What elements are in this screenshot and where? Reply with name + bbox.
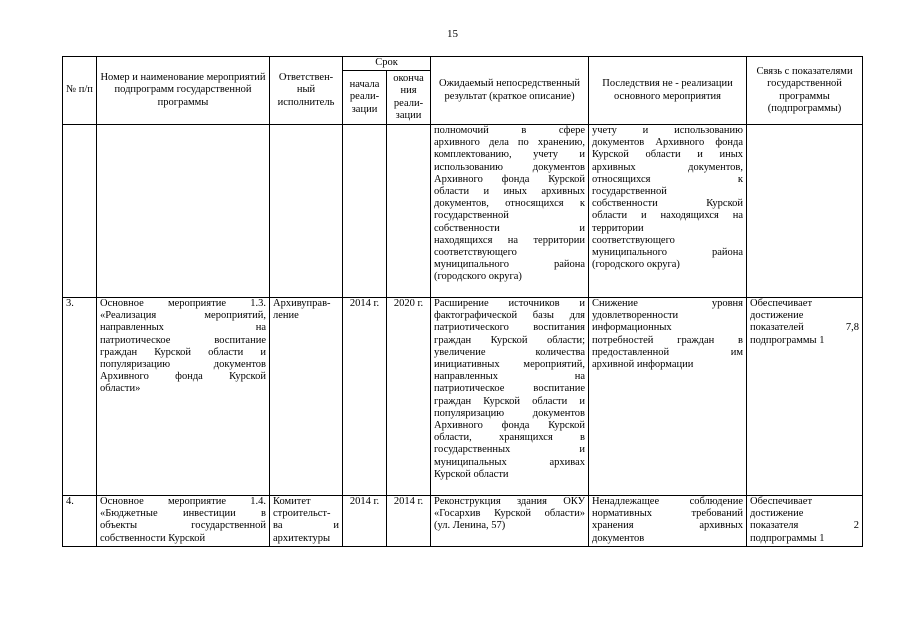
- activity-name: [97, 496, 270, 547]
- indicator-link: [747, 298, 863, 496]
- expected-result-line: полномочий в сфере: [434, 125, 586, 136]
- header-link: Связь с показателями государственной программы (подпрограммы): [747, 57, 863, 125]
- expected-result: [431, 298, 589, 496]
- non-implementation-consequences-line: учету и использованию: [592, 125, 744, 136]
- non-implementation-consequences-line: области и находящихся на: [592, 210, 744, 222]
- non-implementation-consequences-line: хранения архивных: [592, 520, 744, 532]
- row-number: [63, 125, 97, 298]
- non-implementation-consequences-line: архивной информации: [592, 359, 694, 371]
- responsible-executor: [270, 125, 343, 298]
- expected-result-line: архивного дела по хранению,: [434, 137, 586, 149]
- activity-name: [97, 298, 270, 496]
- header-consequences: Последствия не - реализации основного мероприятия: [589, 57, 747, 125]
- non-implementation-consequences: [589, 496, 747, 547]
- non-implementation-consequences: [589, 298, 747, 496]
- non-implementation-consequences-line: удовлетворенности: [592, 310, 679, 322]
- non-implementation-consequences-line: Курской области и иных: [592, 149, 744, 161]
- responsible-executor-line: архитектуры: [273, 532, 330, 544]
- non-implementation-consequences-line: территории: [592, 222, 644, 234]
- expected-result-line: муниципального района: [434, 259, 586, 271]
- expected-result-line: «Госархив Курской области»: [434, 508, 586, 520]
- end-year: 2014 г.: [387, 496, 431, 547]
- header-term-end: оконча ния реали-зации: [387, 71, 431, 125]
- non-implementation-consequences-line: Снижение уровня: [592, 298, 744, 309]
- expected-result-line: находящихся на территории: [434, 234, 586, 246]
- indicator-link-line: показателя 2: [750, 520, 860, 532]
- expected-result-line: Архивного фонда Курской: [434, 420, 586, 432]
- table-row: [63, 125, 863, 298]
- expected-result-line: использованию документов: [434, 161, 586, 173]
- expected-result-line: государственной: [434, 210, 509, 222]
- indicator-link-line: Обеспечивает: [750, 496, 813, 507]
- non-implementation-consequences-line: государственной: [592, 186, 667, 198]
- activity-name-line: «Бюджетные инвестиции в: [100, 508, 266, 520]
- non-implementation-consequences-line: собственности Курской: [592, 198, 744, 210]
- activity-name-line: граждан Курской области и: [100, 346, 266, 358]
- end-year: [387, 125, 431, 298]
- activity-name-line: объекты государственной: [100, 520, 266, 532]
- expected-result-line: Реконструкция здания ОКУ: [434, 496, 586, 507]
- non-implementation-consequences-line: соответствующего: [592, 234, 675, 246]
- activity-name-line: «Реализация мероприятий,: [100, 310, 266, 322]
- expected-result-line: граждан Курской области и: [434, 395, 586, 407]
- header-term: Срок: [343, 57, 431, 71]
- indicator-link-line: показателей 7,8: [750, 322, 860, 334]
- activity-name-line: Основное мероприятие 1.4.: [100, 496, 266, 507]
- activity-name-line: направленных на: [100, 322, 266, 334]
- responsible-executor-line: ление: [273, 310, 299, 322]
- non-implementation-consequences-line: архивных документов,: [592, 161, 744, 173]
- non-implementation-consequences-line: нормативных требований: [592, 508, 744, 520]
- non-implementation-consequences: [589, 125, 747, 298]
- expected-result-line: (городского округа): [434, 271, 522, 283]
- expected-result-line: патриотическое воспитание: [434, 383, 586, 395]
- header-term-start: начала реали-зации: [343, 71, 387, 125]
- expected-result-line: области и иных архивных: [434, 186, 586, 198]
- header-num: № п/п: [63, 57, 97, 125]
- non-implementation-consequences-line: потребностей граждан в: [592, 334, 744, 346]
- responsible-executor-line: Архивуправ-: [273, 298, 331, 309]
- expected-result-line: популяризацию документов: [434, 407, 586, 419]
- indicator-link-line: подпрограммы 1: [750, 532, 825, 544]
- indicator-link-line: подпрограммы 1: [750, 334, 825, 346]
- responsible-executor: [270, 496, 343, 547]
- activity-name: [97, 125, 270, 298]
- indicator-link: [747, 496, 863, 547]
- row-number: 4.: [63, 496, 97, 547]
- expected-result-line: Архивного фонда Курской: [434, 173, 586, 185]
- activity-name-line: собственности Курской: [100, 532, 206, 544]
- expected-result: [431, 125, 589, 298]
- expected-result-line: увеличение количества: [434, 346, 586, 358]
- expected-result-line: области, хранящихся в: [434, 432, 586, 444]
- table-row: [63, 298, 863, 496]
- table-row: [63, 496, 863, 547]
- expected-result-line: комплектованию, учету и: [434, 149, 586, 161]
- end-year: 2020 г.: [387, 298, 431, 496]
- start-year: [343, 125, 387, 298]
- responsible-executor-line: Комитет: [273, 496, 311, 507]
- expected-result-line: соответствующего: [434, 247, 517, 259]
- indicator-link: [747, 125, 863, 298]
- responsible-executor-line: строительст-: [273, 508, 331, 520]
- non-implementation-consequences-line: предоставленной им: [592, 346, 744, 358]
- non-implementation-consequences-line: Ненадлежащее соблюдение: [592, 496, 744, 507]
- expected-result-line: собственности и: [434, 222, 586, 234]
- expected-result-line: Курской области: [434, 468, 509, 480]
- expected-result-line: инициативных мероприятий,: [434, 359, 586, 371]
- expected-result-line: (ул. Ленина, 57): [434, 520, 506, 532]
- page-number: 15: [447, 28, 458, 40]
- expected-result-line: муниципальных архивах: [434, 456, 586, 468]
- activity-name-line: области»: [100, 383, 141, 395]
- indicator-link-line: достижение: [750, 310, 804, 322]
- start-year: 2014 г.: [343, 496, 387, 547]
- expected-result-line: документов, относящихся к: [434, 198, 586, 210]
- expected-result-line: Расширение источников и: [434, 298, 586, 309]
- indicator-link-line: достижение: [750, 508, 804, 520]
- expected-result-line: граждан Курской области;: [434, 334, 586, 346]
- start-year: 2014 г.: [343, 298, 387, 496]
- activity-name-line: Архивного фонда Курской: [100, 371, 266, 383]
- program-activities-table: [62, 56, 863, 547]
- expected-result-line: направленных на: [434, 371, 586, 383]
- expected-result: [431, 496, 589, 547]
- row-number: 3.: [63, 298, 97, 496]
- indicator-link-line: Обеспечивает: [750, 298, 813, 309]
- non-implementation-consequences-line: документов Архивного фонда: [592, 137, 744, 149]
- activity-name-line: популяризацию документов: [100, 359, 266, 371]
- activity-name-line: Основное мероприятие 1.3.: [100, 298, 266, 309]
- expected-result-line: государственных и: [434, 444, 586, 456]
- header-name: Номер и наименование мероприятий подпрограмм государственной программы: [97, 57, 270, 125]
- header-result: Ожидаемый непосредственный результат (краткое описание): [431, 57, 589, 125]
- responsible-executor: [270, 298, 343, 496]
- expected-result-line: фактографической базы для: [434, 310, 586, 322]
- non-implementation-consequences-line: муниципального района: [592, 247, 744, 259]
- header-responsible: Ответствен-ный исполнитель: [270, 57, 343, 125]
- non-implementation-consequences-line: (городского округа): [592, 259, 680, 271]
- activity-name-line: патриотическое воспитание: [100, 334, 266, 346]
- non-implementation-consequences-line: информационных: [592, 322, 672, 334]
- non-implementation-consequences-line: документов: [592, 532, 645, 544]
- responsible-executor-line: ва и: [273, 520, 339, 532]
- expected-result-line: патриотического воспитания: [434, 322, 586, 334]
- non-implementation-consequences-line: относящихся к: [592, 173, 744, 185]
